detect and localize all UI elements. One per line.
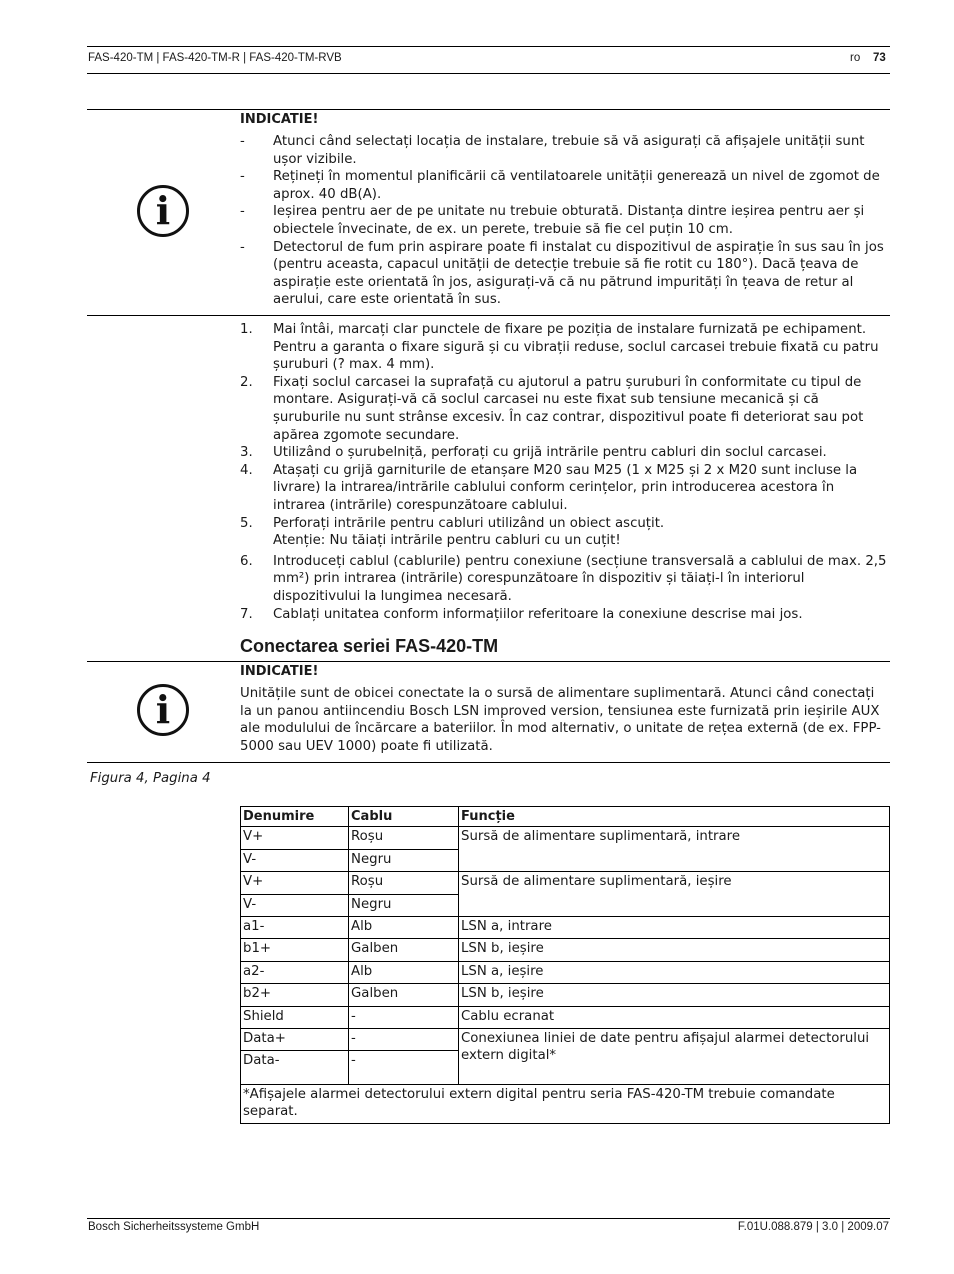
list-item: - Atunci când selectați locația de instalare, trebuie să vă asigurați că afișajele unității sunt ușor vizibile. [240, 134, 865, 167]
table-row: V- Negru [241, 895, 890, 917]
table-row: Data+ - Conexiunea liniei de date pentru afișajul alarmei detectorului extern digital* [241, 1029, 890, 1051]
note2-text: Unitățile sunt de obicei conectate la o sursă de alimentare suplimentară. Atunci când conectați la un panou antiincendiu Bosch LSN improved version, tensiunea este furnizată prin ieșirile AUX ale modulului de încărcare a bateriilor. În mod alternativ, o unitate de rețea externă (de ex. FPP-5000 sau UEV 1000) poate fi utilizată. [240, 686, 881, 754]
note2-bottom-rule [87, 762, 890, 763]
note2-top-rule [87, 661, 890, 662]
table-row: Shield - Cablu ecranat [241, 1007, 890, 1029]
section-heading: Conectarea seriei FAS-420-TM [240, 636, 499, 656]
step-item: 6. Introduceți cablul (cablurile) pentru conexiune (secțiune transversală a cablului de max. 2,5 mm²) prin intrarea (intrările) corespunzătoare în dispozitiv și tăiați-l în interiorul dispozitivului la lungimea necesară. [240, 553, 887, 604]
column-header: Cablu [349, 807, 459, 827]
column-header: Funcție [459, 807, 890, 827]
table-row: V- Negru [241, 850, 890, 872]
header-page-number: 73 [873, 52, 886, 64]
footer-document-reference: F.01U.088.879 | 3.0 | 2009.07 [737, 1221, 889, 1233]
column-header: Denumire [241, 807, 349, 827]
note1-list [240, 133, 890, 309]
note2-title: INDICATIE! [240, 664, 319, 679]
step-item: 7. Cablați unitatea conform informațiilor referitoare la conexiune descrise mai jos. [240, 606, 803, 622]
info-icon: i [137, 684, 189, 736]
figure-caption: Figura 4, Pagina 4 [90, 771, 211, 786]
footer-company: Bosch Sicherheitssysteme GmbH [88, 1221, 260, 1233]
header-language: ro [850, 52, 861, 64]
table-row: Data- - [241, 1051, 890, 1085]
note1-bottom-rule [87, 315, 890, 316]
step-item: 4. Atașați cu grijă garniturile de etanșare M20 sau M25 (1 x M25 și 2 x M20 sunt incluse la livrare) la intrarea/intrările cablului conform cerințelor, prin introducerea acestora în intrarea (intrările) corespunzătoare cablului. [240, 462, 858, 513]
table-row: b1+ Galben LSN b, ieșire [241, 939, 890, 962]
table-row: V+ Roșu Sursă de alimentare suplimentară, intrare [241, 827, 890, 850]
table-row: a1- Alb LSN a, intrare [241, 917, 890, 939]
table-row: b2+ Galben LSN b, ieșire [241, 984, 890, 1007]
list-item: - Ieșirea pentru aer de pe unitate nu trebuie obturată. Distanța dintre ieșirea pentru aer și obiectele învecinate, de ex. un perete, trebuie să fie cel puțin 10 cm. [240, 204, 865, 237]
list-item: - Detectorul de fum prin aspirare poate fi instalat cu dispozitivul de aspirație în sus sau în jos (pentru aceasta, capacul unității de detecție trebuie să fie rotit cu 180°). Dacă țeava de aspirație este orientată în jos, asigurați-vă că nu pătrund impurități în țeava de retur al aerului, care este orientată în sus. [240, 239, 884, 308]
step-item: 1. Mai întâi, marcați clar punctele de fixare pe poziția de instalare furnizată pe echipament. Pentru a garanta o fixare sigură și cu vibrații reduse, soclul carcasei trebuie fixată cu patru șuruburi (? max. 4 mm). [240, 322, 879, 373]
header-product: FAS-420-TM | FAS-420-TM-R | FAS-420-TM-RVB [88, 52, 342, 64]
info-icon: i [137, 185, 189, 237]
table-footnote: *Afișajele alarmei detectorului extern digital pentru seria FAS-420-TM trebuie comandate separat. [241, 1085, 890, 1124]
note1-top-rule [87, 109, 890, 110]
table-row: a2- Alb LSN a, ieșire [241, 962, 890, 984]
table-footnote-row [241, 1085, 890, 1124]
table-header-row [241, 807, 890, 827]
step-item: 3. Utilizând o șurubelniță, perforați cu grijă intrările pentru cabluri din soclul carcasei. [240, 445, 827, 461]
installation-steps [240, 321, 890, 623]
header-top-rule [87, 46, 890, 47]
footer-rule [87, 1218, 890, 1219]
list-item: - Rețineți în momentul planificării că ventilatoarele unității generează un nivel de zgomot de aprox. 40 dB(A). [240, 169, 880, 202]
step-item: 5. Perforați intrările pentru cabluri utilizând un obiect ascuțit. Atenție: Nu tăiați intrările pentru cabluri cu un cuțit! [240, 515, 665, 549]
header-bottom-rule [87, 73, 890, 74]
wiring-table [240, 806, 890, 1124]
table-row: V+ Roșu Sursă de alimentare suplimentară, ieșire [241, 872, 890, 895]
step-note: Atenție: Nu tăiați intrările pentru cabluri cu un cuțit! [273, 533, 621, 549]
step-item: 2. Fixați soclul carcasei la suprafață cu ajutorul a patru șuruburi în conformitate cu tipul de montare. Asigurați-vă că soclul carcasei nu este fixat sub tensiune mecanică și că șuruburile nu sunt strânse excesiv. În caz contrar, dispozitivul poate fi deteriorat sau pot apărea zgomote secundare. [240, 374, 864, 443]
note1-title: INDICATIE! [240, 112, 319, 127]
